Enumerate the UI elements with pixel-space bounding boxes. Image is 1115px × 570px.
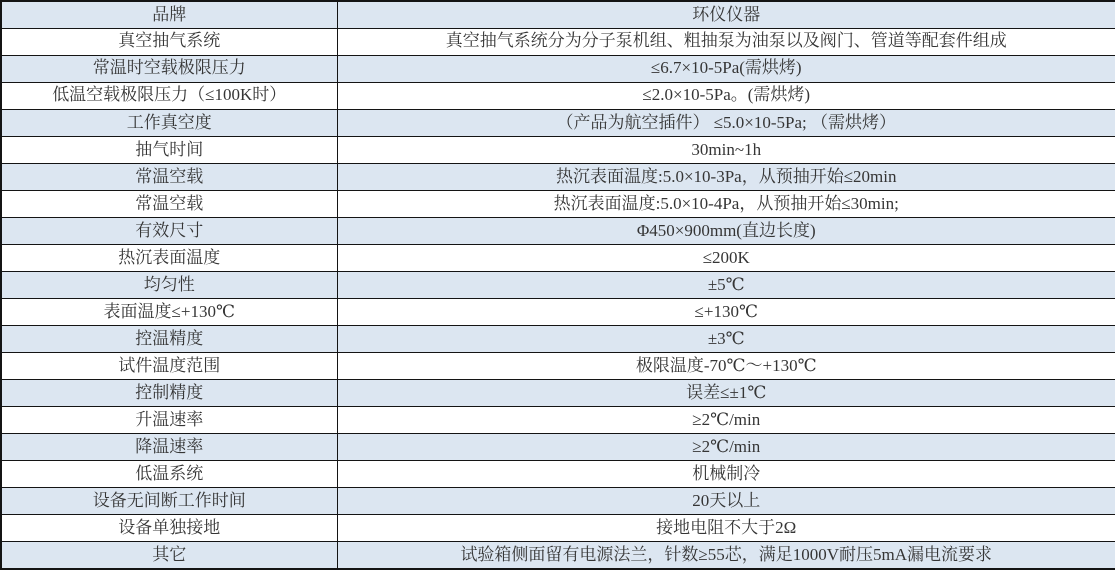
spec-value: （产品为航空插件） ≤5.0×10-5Pa; （需烘烤） — [337, 109, 1115, 136]
table-row — [1, 434, 1115, 461]
table-row — [1, 136, 1115, 163]
table-row — [1, 461, 1115, 488]
table-row — [1, 55, 1115, 82]
spec-label: 降温速率 — [1, 434, 337, 461]
spec-label: 低温空载极限压力（≤100K时） — [1, 82, 337, 109]
table-row — [1, 299, 1115, 326]
spec-value: ≥2℃/min — [337, 407, 1115, 434]
spec-value: 环仪仪器 — [337, 1, 1115, 28]
spec-label: 常温时空载极限压力 — [1, 55, 337, 82]
table-row — [1, 28, 1115, 55]
spec-label: 低温系统 — [1, 461, 337, 488]
spec-label: 常温空载 — [1, 190, 337, 217]
spec-label: 试件温度范围 — [1, 353, 337, 380]
spec-label: 设备无间断工作时间 — [1, 488, 337, 515]
spec-label: 有效尺寸 — [1, 217, 337, 244]
table-row — [1, 326, 1115, 353]
spec-value: 极限温度-70℃～+130℃ — [337, 353, 1115, 380]
spec-label: 设备单独接地 — [1, 515, 337, 542]
spec-value: ≤2.0×10-5Pa。(需烘烤) — [337, 82, 1115, 109]
spec-label: 工作真空度 — [1, 109, 337, 136]
spec-value: ≤6.7×10-5Pa(需烘烤) — [337, 55, 1115, 82]
spec-label: 真空抽气系统 — [1, 28, 337, 55]
spec-value: 误差≤±1℃ — [337, 380, 1115, 407]
table-row — [1, 244, 1115, 271]
spec-value: ≥2℃/min — [337, 434, 1115, 461]
spec-value: 机械制冷 — [337, 461, 1115, 488]
spec-label: 控制精度 — [1, 380, 337, 407]
table-row — [1, 163, 1115, 190]
table-row — [1, 82, 1115, 109]
table-row — [1, 542, 1115, 569]
table-row — [1, 515, 1115, 542]
spec-value: 接地电阻不大于2Ω — [337, 515, 1115, 542]
spec-value: 热沉表面温度:5.0×10-4Pa，从预抽开始≤30min; — [337, 190, 1115, 217]
spec-label: 表面温度≤+130℃ — [1, 299, 337, 326]
table-row — [1, 353, 1115, 380]
spec-value: 30min~1h — [337, 136, 1115, 163]
table-row — [1, 1, 1115, 28]
table-row — [1, 109, 1115, 136]
spec-label: 热沉表面温度 — [1, 244, 337, 271]
spec-value: 20天以上 — [337, 488, 1115, 515]
spec-table-body — [1, 1, 1115, 569]
spec-value: 真空抽气系统分为分子泵机组、粗抽泵为油泵以及阀门、管道等配套件组成 — [337, 28, 1115, 55]
spec-value: ≤+130℃ — [337, 299, 1115, 326]
spec-value: Φ450×900mm(直边长度) — [337, 217, 1115, 244]
spec-value: 热沉表面温度:5.0×10-3Pa，从预抽开始≤20min — [337, 163, 1115, 190]
table-row — [1, 217, 1115, 244]
table-row — [1, 380, 1115, 407]
table-row — [1, 488, 1115, 515]
spec-value: ±3℃ — [337, 326, 1115, 353]
spec-label: 其它 — [1, 542, 337, 569]
spec-label: 均匀性 — [1, 271, 337, 298]
spec-value: 试验箱侧面留有电源法兰，针数≥55芯，满足1000V耐压5mA漏电流要求 — [337, 542, 1115, 569]
spec-label: 品牌 — [1, 1, 337, 28]
table-row — [1, 190, 1115, 217]
table-row — [1, 271, 1115, 298]
spec-label: 升温速率 — [1, 407, 337, 434]
table-row — [1, 407, 1115, 434]
spec-value: ±5℃ — [337, 271, 1115, 298]
spec-label: 常温空载 — [1, 163, 337, 190]
spec-label: 控温精度 — [1, 326, 337, 353]
spec-label: 抽气时间 — [1, 136, 337, 163]
spec-value: ≤200K — [337, 244, 1115, 271]
